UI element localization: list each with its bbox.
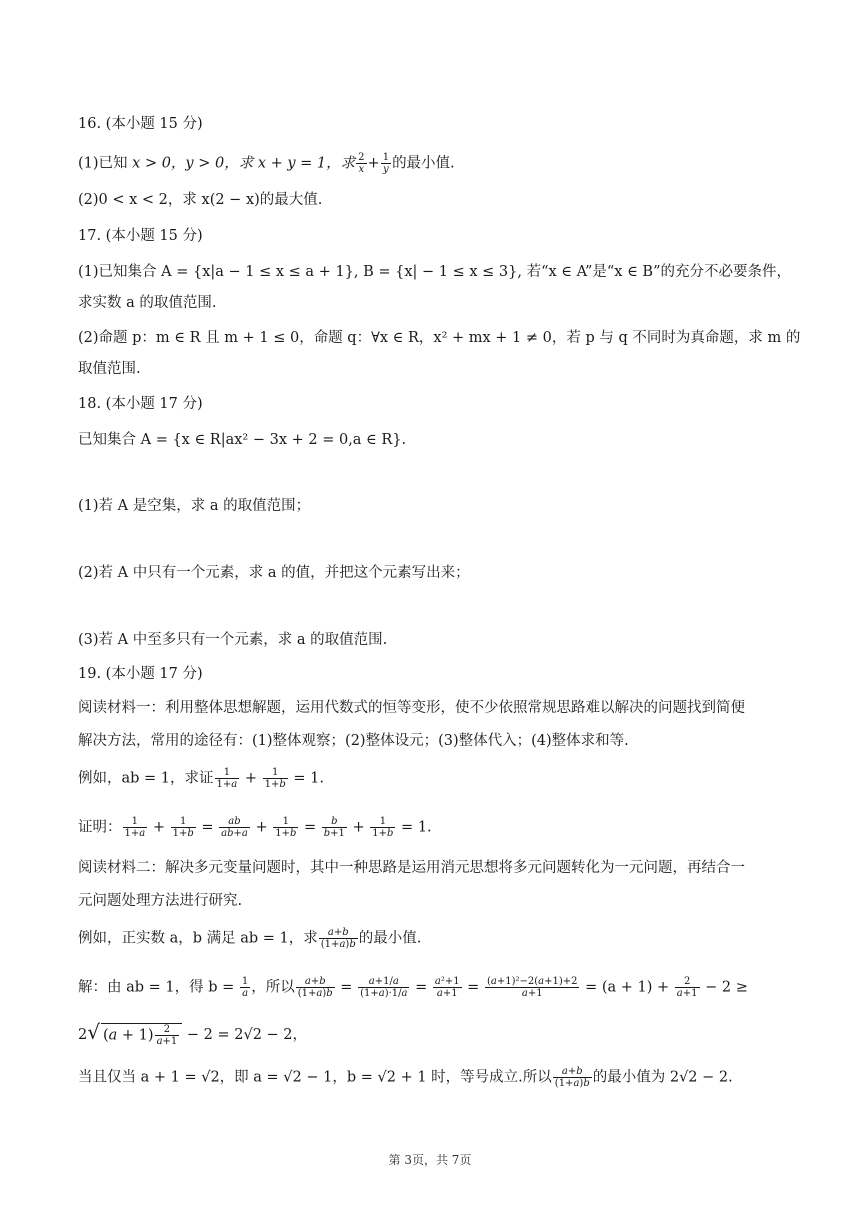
sol-frac-1: $\frac{a+b}{(1+a)b}$ — [297, 976, 333, 999]
q19-sol-mid: ，所以 — [251, 979, 295, 996]
q19-solution-line1: 解：由 ab = 1，得 b = $\frac{1}{a}$ ，所以 $\frac{a+b}{(1+a)b}$ = $\frac{a+1/a}{(1+a)\cdot 1/a}$ = $\frac{\text{a²+1}}{a+1}$ = $\frac{\text{(a+1)²−2(a+1)+2}}{a+1}$ = (a + 1) + $\frac{2}{a+1}$ − 2 ≥ — [78, 976, 748, 999]
proof-frac-1: $\frac{1}{1+a}$ — [124, 816, 146, 839]
fraction-final: $\frac{a+b}{(1+a)b}$ — [554, 1066, 590, 1089]
q16-part1: (1)已知 x > 0，y > 0，求 x + y = 1，求 $\frac{2}{x}$ + $\frac{1}{y}$ 的最小值. — [78, 152, 455, 175]
q19-material2-line1: 阅读材料二：解决多元变量问题时，其中一种思路是运用消元思想将多元问题转化为一元问题，再结合一 — [78, 860, 745, 876]
q19-proof-post: = 1. — [396, 819, 432, 836]
fraction-1-over-1-plus-b: $\frac{1}{1+b}$ — [264, 767, 286, 790]
sol-frac-5: $\frac{2}{a+1}$ — [676, 976, 698, 999]
sol-frac-2: $\frac{a+1/a}{(1+a)\cdot 1/a}$ — [360, 976, 408, 999]
proof-frac-6: $\frac{1}{1+b}$ — [372, 816, 394, 839]
q16-p1-post: 的最小值. — [392, 155, 455, 172]
sol-frac-4: $\frac{\text{(a+1)²−2(a+1)+2}}{a+1}$ — [486, 976, 578, 999]
q17-part2-line1: (2)命题 p：m ∈ R 且 m + 1 ≤ 0，命题 q：∀x ∈ R，x² + mx + 1 ≠ 0，若 p 与 q 不同时为真命题，求 m 的 — [78, 330, 801, 346]
q19-sol2-post: − 2 = 2√2 − 2， — [182, 1027, 308, 1043]
q19-conclusion — [78, 1066, 788, 1089]
q19-ex1-pre: 例如，ab = 1，求证 — [78, 770, 214, 787]
proof-frac-3: $\frac{ab}{ab+a}$ — [221, 816, 248, 839]
q16-header: 16. (本小题 15 分) — [78, 116, 203, 132]
q19-sol-end: − 2 ≥ — [700, 979, 748, 996]
q18-stem: 已知集合 A = {x ∈ R|ax² − 3x + 2 = 0,a ∈ R}. — [78, 432, 407, 448]
q19-header: 19. (本小题 17 分) — [78, 666, 203, 682]
fraction-a-plus-b-over-1-plus-a-b: $\frac{a+b}{(1+a)b}$ — [320, 927, 356, 950]
q16-part2: (2)0 < x < 2，求 x(2 − x)的最大值. — [78, 192, 323, 208]
q19-last-post: 的最小值为 2√2 − 2. — [592, 1069, 733, 1086]
q19-example2 — [78, 927, 788, 950]
q19-ex1-post: = 1. — [288, 770, 324, 787]
q19-example1: 例如，ab = 1，求证 $\frac{1}{1+a}$ + $\frac{1}{1+b}$ = 1. — [78, 767, 324, 790]
q19-last-pre: 当且仅当 a + 1 = √2，即 a = √2 − 1，b = √2 + 1 时，等号成立.所以 — [78, 1069, 552, 1086]
proof-frac-2: $\frac{1}{1+b}$ — [172, 816, 194, 839]
q17-part1-line2: 求实数 a 的取值范围. — [78, 295, 217, 311]
fraction-1-over-y: $\frac{1}{y}$ — [382, 152, 390, 175]
fraction-1-over-1-plus-a: $\frac{1}{1+a}$ — [216, 767, 238, 790]
q19-sol2-pre: 2 — [78, 1027, 88, 1043]
q19-ex2-post: 的最小值. — [358, 930, 422, 947]
q16-p1-cond: x > 0，y > 0，求 x + y = 1，求 — [132, 155, 356, 172]
q18-header: 18. (本小题 17 分) — [78, 396, 203, 412]
q19-sol-tail: = (a + 1) + — [580, 979, 674, 996]
fraction-1-over-a: $\frac{1}{a}$ — [241, 976, 249, 999]
proof-frac-4: $\frac{1}{1+b}$ — [275, 816, 297, 839]
sol-frac-3: $\frac{\text{a²+1}}{a+1}$ — [434, 976, 460, 999]
q19-material1-line2: 解决方法，常用的途径有：(1)整体观察；(2)整体设元；(3)整体代入；(4)整体求和等. — [78, 733, 629, 749]
sqrt-expression: (a + 1) $\frac{2}{a+1}$ — [101, 1023, 182, 1047]
q19-material2-line2: 元问题处理方法进行研究. — [78, 893, 243, 909]
page-footer: 第 3页，共 7页 — [388, 1153, 472, 1167]
q19-material1-line1: 阅读材料一：利用整体思想解题，运用代数式的恒等变形，使不少依照常规思路难以解决的问题找到简便 — [78, 700, 745, 716]
q18-part3: (3)若 A 中至多只有一个元素，求 a 的取值范围. — [78, 632, 388, 648]
q19-proof-pre: 证明： — [78, 819, 122, 836]
q19-sol-pre: 解：由 ab = 1，得 b = — [78, 979, 239, 996]
q18-part2: (2)若 A 中只有一个元素，求 a 的值，并把这个元素写出来； — [78, 565, 470, 581]
q19-solution-line2: 2√ (a + 1) $\frac{2}{a+1}$ − 2 = 2√2 − 2， — [78, 1020, 308, 1047]
q17-part2-line2: 取值范围. — [78, 361, 141, 377]
q19-proof: 证明： $\frac{1}{1+a}$ + $\frac{1}{1+b}$ = $\frac{ab}{ab+a}$ + $\frac{1}{1+b}$ = $\frac{b}{b+1}$ + $\frac{1}{1+b}$ = 1. — [78, 816, 432, 839]
fraction-2-over-x: $\frac{2}{x}$ — [358, 152, 365, 175]
q18-part1: (1)若 A 是空集，求 a 的取值范围； — [78, 498, 311, 514]
proof-frac-5: $\frac{b}{b+1}$ — [323, 816, 345, 839]
q19-ex2-pre: 例如，正实数 a，b 满足 ab = 1，求 — [78, 930, 318, 947]
q17-part1-line1: (1)已知集合 A = {x|a − 1 ≤ x ≤ a + 1}, B = {x| − 1 ≤ x ≤ 3}, 若“x ∈ A”是“x ∈ B”的充分不必要条件， — [78, 264, 791, 280]
q17-header: 17. (本小题 15 分) — [78, 228, 203, 244]
q16-p1-pre: (1)已知 — [78, 155, 133, 172]
